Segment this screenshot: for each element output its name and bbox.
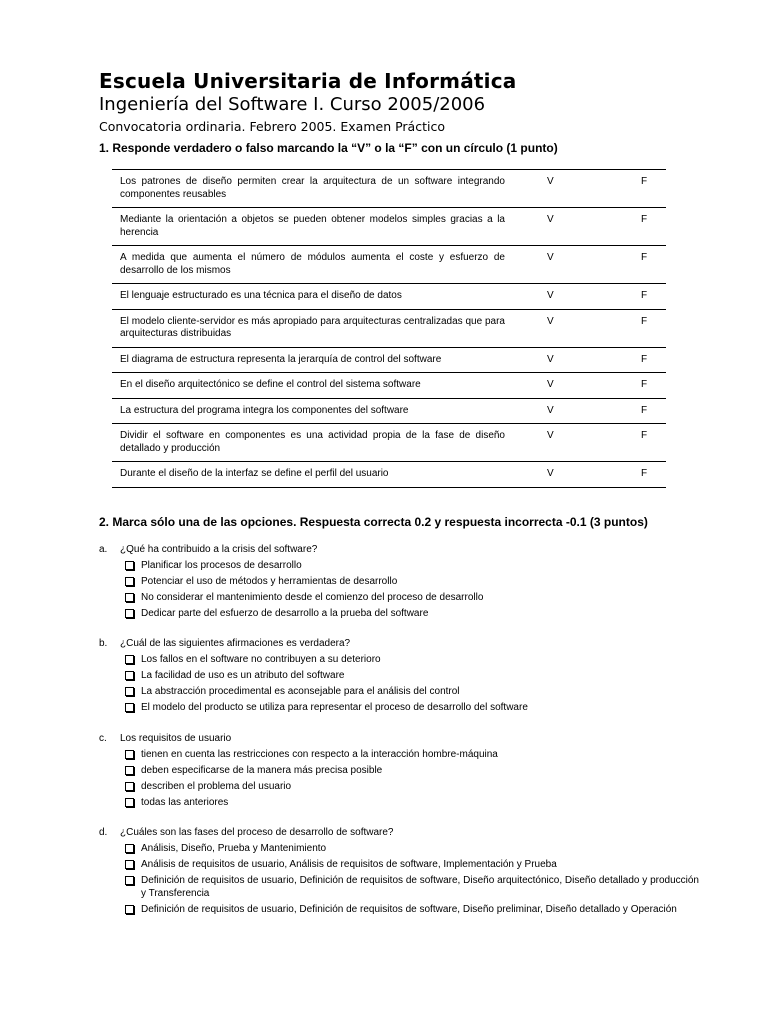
checkbox-icon[interactable] <box>125 671 134 680</box>
option-item[interactable] <box>99 591 699 604</box>
question-letter: c. <box>99 733 107 744</box>
true-option[interactable]: V <box>515 462 607 488</box>
tf-row <box>112 309 666 347</box>
checkbox-icon[interactable] <box>125 844 134 853</box>
option-item[interactable] <box>99 748 699 761</box>
option-item[interactable] <box>99 764 699 777</box>
exam-subtitle: Convocatoria ordinaria. Febrero 2005. Examen Práctico <box>99 119 445 134</box>
checkbox-icon[interactable] <box>125 782 134 791</box>
false-option[interactable]: F <box>607 398 666 424</box>
question-a <box>99 543 699 623</box>
tf-row <box>112 462 666 488</box>
option-item[interactable] <box>99 780 699 793</box>
checkbox-icon[interactable] <box>125 561 134 570</box>
tf-statement: El modelo cliente-servidor es más apropiado para arquitecturas centralizadas que para arquitecturas distribuidas <box>112 309 515 347</box>
tf-statement: Los patrones de diseño permiten crear la arquitectura de un software integrando componentes reusables <box>112 170 515 208</box>
option-label: El modelo del producto se utiliza para representar el proceso de desarrollo del software <box>141 702 528 713</box>
question-letter: d. <box>99 827 108 838</box>
option-label: No considerar el mantenimiento desde el comienzo del proceso de desarrollo <box>141 592 484 603</box>
option-label: Los fallos en el software no contribuyen a su deterioro <box>141 654 381 665</box>
checkbox-icon[interactable] <box>125 577 134 586</box>
tf-row <box>112 398 666 424</box>
tf-statement: Dividir el software en componentes es una actividad propia de la fase de diseño detallado y producción <box>112 424 515 462</box>
true-false-table <box>112 169 666 488</box>
question-d <box>99 826 699 919</box>
true-option[interactable]: V <box>515 424 607 462</box>
checkbox-icon[interactable] <box>125 609 134 618</box>
checkbox-icon[interactable] <box>125 687 134 696</box>
question-letter: b. <box>99 638 108 649</box>
checkbox-icon[interactable] <box>125 703 134 712</box>
option-item[interactable] <box>99 607 699 620</box>
question-stem: ¿Cuál de las siguientes afirmaciones es verdadera? <box>120 638 351 649</box>
tf-row <box>112 284 666 310</box>
false-option[interactable]: F <box>607 373 666 399</box>
tf-statement: Mediante la orientación a objetos se pueden obtener modelos simples gracias a la herencia <box>112 208 515 246</box>
question-letter: a. <box>99 544 108 555</box>
option-item[interactable] <box>99 903 699 916</box>
true-option[interactable]: V <box>515 309 607 347</box>
tf-statement: A medida que aumenta el número de módulos aumenta el coste y esfuerzo de desarrollo de los mismos <box>112 246 515 284</box>
tf-row <box>112 347 666 373</box>
option-item[interactable] <box>99 796 699 809</box>
false-option[interactable]: F <box>607 347 666 373</box>
option-label: deben especificarse de la manera más precisa posible <box>141 765 383 776</box>
option-item[interactable] <box>99 685 699 698</box>
checkbox-icon[interactable] <box>125 876 134 885</box>
checkbox-icon[interactable] <box>125 798 134 807</box>
tf-statement: En el diseño arquitectónico se define el control del sistema software <box>112 373 515 399</box>
option-label: Definición de requisitos de usuario, Definición de requisitos de software, Diseño preliminar, Diseño detallado y Operación <box>141 904 677 915</box>
option-label: tienen en cuenta las restricciones con respecto a la interacción hombre-máquina <box>141 749 498 760</box>
option-label: Potenciar el uso de métodos y herramientas de desarrollo <box>141 576 398 587</box>
option-item[interactable] <box>99 575 699 588</box>
checkbox-icon[interactable] <box>125 750 134 759</box>
option-label: Planificar los procesos de desarrollo <box>141 560 302 571</box>
tf-statement: Durante el diseño de la interfaz se define el perfil del usuario <box>112 462 515 488</box>
false-option[interactable]: F <box>607 246 666 284</box>
option-label: La abstracción procedimental es aconsejable para el análisis del control <box>141 686 460 697</box>
options-list <box>99 559 699 620</box>
option-label: Análisis de requisitos de usuario, Análisis de requisitos de software, Implementación y Prueba <box>141 859 557 870</box>
true-option[interactable]: V <box>515 398 607 424</box>
tf-row <box>112 246 666 284</box>
option-item[interactable] <box>99 669 699 682</box>
question-stem: ¿Cuáles son las fases del proceso de desarrollo de software? <box>120 827 394 838</box>
checkbox-icon[interactable] <box>125 905 134 914</box>
option-item[interactable] <box>99 858 699 871</box>
tf-row <box>112 424 666 462</box>
false-option[interactable]: F <box>607 208 666 246</box>
tf-statement: El lenguaje estructurado es una técnica para el diseño de datos <box>112 284 515 310</box>
true-option[interactable]: V <box>515 170 607 208</box>
tf-statement: El diagrama de estructura representa la jerarquía de control del software <box>112 347 515 373</box>
checkbox-icon[interactable] <box>125 655 134 664</box>
true-option[interactable]: V <box>515 284 607 310</box>
option-item[interactable] <box>99 653 699 666</box>
course-title: Ingeniería del Software I. Curso 2005/2006 <box>99 94 486 115</box>
question-stem: Los requisitos de usuario <box>120 733 232 744</box>
options-list <box>99 842 699 916</box>
true-option[interactable]: V <box>515 347 607 373</box>
section2-heading: 2. Marca sólo una de las opciones. Respuesta correcta 0.2 y respuesta incorrecta -0.1 (3 puntos) <box>99 515 648 529</box>
section1-heading: 1. Responde verdadero o falso marcando la “V” o la “F” con un círculo (1 punto) <box>99 141 558 155</box>
tf-row <box>112 373 666 399</box>
option-label: Dedicar parte del esfuerzo de desarrollo a la prueba del software <box>141 608 429 619</box>
false-option[interactable]: F <box>607 424 666 462</box>
option-item[interactable] <box>99 874 699 900</box>
options-list <box>99 653 699 714</box>
tf-row <box>112 208 666 246</box>
option-label: Análisis, Diseño, Prueba y Mantenimiento <box>141 843 327 854</box>
option-label: describen el problema del usuario <box>141 781 292 792</box>
false-option[interactable]: F <box>607 170 666 208</box>
true-option[interactable]: V <box>515 373 607 399</box>
checkbox-icon[interactable] <box>125 766 134 775</box>
tf-statement: La estructura del programa integra los componentes del software <box>112 398 515 424</box>
option-label: Definición de requisitos de usuario, Definición de requisitos de software, Diseño arquitectónico, Diseño detallado y producción y Transferencia <box>141 875 699 899</box>
option-label: todas las anteriores <box>141 797 229 808</box>
false-option[interactable]: F <box>607 284 666 310</box>
option-item[interactable] <box>99 842 699 855</box>
false-option[interactable]: F <box>607 309 666 347</box>
school-title: Escuela Universitaria de Informática <box>99 69 517 93</box>
option-label: La facilidad de uso es un atributo del software <box>141 670 345 681</box>
question-c <box>99 732 699 812</box>
option-item[interactable] <box>99 559 699 572</box>
question-stem: ¿Qué ha contribuido a la crisis del software? <box>120 544 318 555</box>
false-option[interactable]: F <box>607 462 666 488</box>
checkbox-icon[interactable] <box>125 593 134 602</box>
true-option[interactable]: V <box>515 208 607 246</box>
true-option[interactable]: V <box>515 246 607 284</box>
checkbox-icon[interactable] <box>125 860 134 869</box>
question-b <box>99 637 699 717</box>
tf-row <box>112 170 666 208</box>
options-list <box>99 748 699 809</box>
option-item[interactable] <box>99 701 699 714</box>
